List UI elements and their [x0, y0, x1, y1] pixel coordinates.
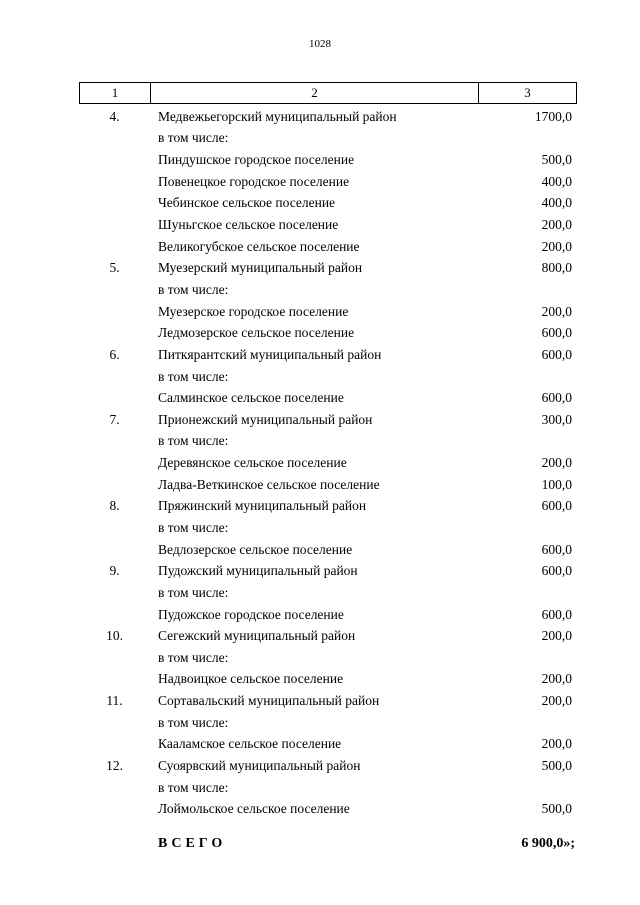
- row-value: 600,0: [541, 390, 572, 406]
- row-value: 600,0: [541, 498, 572, 514]
- table-row: [79, 171, 577, 193]
- row-number: 4.: [109, 108, 120, 124]
- row-value: 500,0: [541, 758, 572, 774]
- row-value: 200,0: [541, 628, 572, 644]
- header-col-2: 2: [151, 83, 479, 103]
- row-name: Лоймольское сельское поселение: [158, 801, 350, 817]
- row-value: 600,0: [541, 563, 572, 579]
- row-name: в том числе:: [158, 368, 229, 384]
- total-label: ВСЕГО: [158, 836, 227, 851]
- table-header: [79, 82, 577, 104]
- table-row: [79, 344, 577, 366]
- row-value: 200,0: [541, 217, 572, 233]
- table-row: [79, 279, 577, 301]
- table-row: [79, 777, 577, 799]
- row-value: 1700,0: [534, 108, 572, 124]
- row-value: 400,0: [541, 195, 572, 211]
- table-row: [79, 625, 577, 647]
- table-row: [79, 193, 577, 215]
- row-name: Чебинское сельское поселение: [158, 195, 336, 211]
- row-name: Питкярантский муниципальный район: [158, 346, 382, 362]
- table-row: [79, 366, 577, 388]
- table-row: [79, 387, 577, 409]
- row-number: 6.: [109, 346, 120, 362]
- row-name: в том числе:: [158, 130, 229, 146]
- row-name: в том числе:: [158, 649, 229, 665]
- table-row: [79, 647, 577, 669]
- row-name: Медвежьегорский муниципальный район: [158, 108, 397, 124]
- table-row: [79, 560, 577, 582]
- table-row: [79, 257, 577, 279]
- row-value: 500,0: [541, 152, 572, 168]
- row-name: Пряжинский муниципальный район: [158, 498, 367, 514]
- table-row: [79, 128, 577, 150]
- table-row: [79, 496, 577, 518]
- row-name: Пудожское городское поселение: [158, 606, 344, 622]
- table-row: [79, 301, 577, 323]
- row-name: в том числе:: [158, 433, 229, 449]
- table-row: [79, 474, 577, 496]
- row-value: 200,0: [541, 455, 572, 471]
- row-number: 11.: [106, 693, 123, 709]
- row-value: 200,0: [541, 238, 572, 254]
- row-value: 600,0: [541, 325, 572, 341]
- table-row: [79, 734, 577, 756]
- table-row: [79, 690, 577, 712]
- table-row: [79, 669, 577, 691]
- row-value: 200,0: [541, 693, 572, 709]
- total-row: [79, 833, 577, 855]
- row-name: в том числе:: [158, 584, 229, 600]
- row-number: 9.: [109, 563, 120, 579]
- row-name: в том числе:: [158, 779, 229, 795]
- table-row: [79, 431, 577, 453]
- row-name: Деревянское сельское поселение: [158, 455, 347, 471]
- row-value: 200,0: [541, 303, 572, 319]
- table-row: [79, 517, 577, 539]
- row-value: 600,0: [541, 541, 572, 557]
- row-name: Суоярвский муниципальный район: [158, 758, 361, 774]
- row-value: 800,0: [541, 260, 572, 276]
- row-name: Сегежский муниципальный район: [158, 628, 356, 644]
- row-value: 200,0: [541, 736, 572, 752]
- table-row: [79, 214, 577, 236]
- table-row: [79, 322, 577, 344]
- row-value: 300,0: [541, 411, 572, 427]
- row-name: в том числе:: [158, 519, 229, 535]
- row-name: Ледмозерское сельское поселение: [158, 325, 355, 341]
- row-number: 8.: [109, 498, 120, 514]
- row-value: 600,0: [541, 606, 572, 622]
- row-name: Сортавальский муниципальный район: [158, 693, 380, 709]
- row-number: 7.: [109, 411, 120, 427]
- page-number: 1028: [309, 38, 331, 50]
- row-name: Надвоицкое сельское поселение: [158, 671, 344, 687]
- row-number: 5.: [109, 260, 120, 276]
- row-number: 12.: [106, 758, 123, 774]
- row-value: 400,0: [541, 173, 572, 189]
- row-name: Салминское сельское поселение: [158, 390, 344, 406]
- row-value: 100,0: [541, 476, 572, 492]
- row-name: Прионежский муниципальный район: [158, 411, 373, 427]
- row-name: Повенецкое городское поселение: [158, 173, 350, 189]
- row-name: в том числе:: [158, 281, 229, 297]
- table-row: [79, 582, 577, 604]
- row-name: Пиндушское городское поселение: [158, 152, 355, 168]
- row-number: 10.: [106, 628, 123, 644]
- table-row: [79, 604, 577, 626]
- row-value: 500,0: [541, 801, 572, 817]
- header-col-1: 1: [80, 83, 151, 103]
- table-row: [79, 409, 577, 431]
- table-row: [79, 755, 577, 777]
- row-name: Шуньгское сельское поселение: [158, 217, 339, 233]
- row-name: Муезерский муниципальный район: [158, 260, 363, 276]
- table-row: [79, 452, 577, 474]
- table-body: [79, 106, 577, 820]
- table-row: [79, 712, 577, 734]
- row-value: 200,0: [541, 671, 572, 687]
- table-row: [79, 799, 577, 821]
- table-row: [79, 106, 577, 128]
- row-name: Кааламское сельское поселение: [158, 736, 342, 752]
- header-col-3: 3: [524, 85, 531, 100]
- table-row: [79, 539, 577, 561]
- row-name: Ладва-Веткинское сельское поселение: [158, 476, 380, 492]
- row-name: Ведлозерское сельское поселение: [158, 541, 353, 557]
- row-name: Муезерское городское поселение: [158, 303, 349, 319]
- total-value: 6 900,0»;: [521, 836, 575, 851]
- row-name: в том числе:: [158, 714, 229, 730]
- table-row: [79, 236, 577, 258]
- row-name: Великогубское сельское поселение: [158, 238, 360, 254]
- row-value: 600,0: [541, 346, 572, 362]
- row-name: Пудожский муниципальный район: [158, 563, 358, 579]
- table-row: [79, 149, 577, 171]
